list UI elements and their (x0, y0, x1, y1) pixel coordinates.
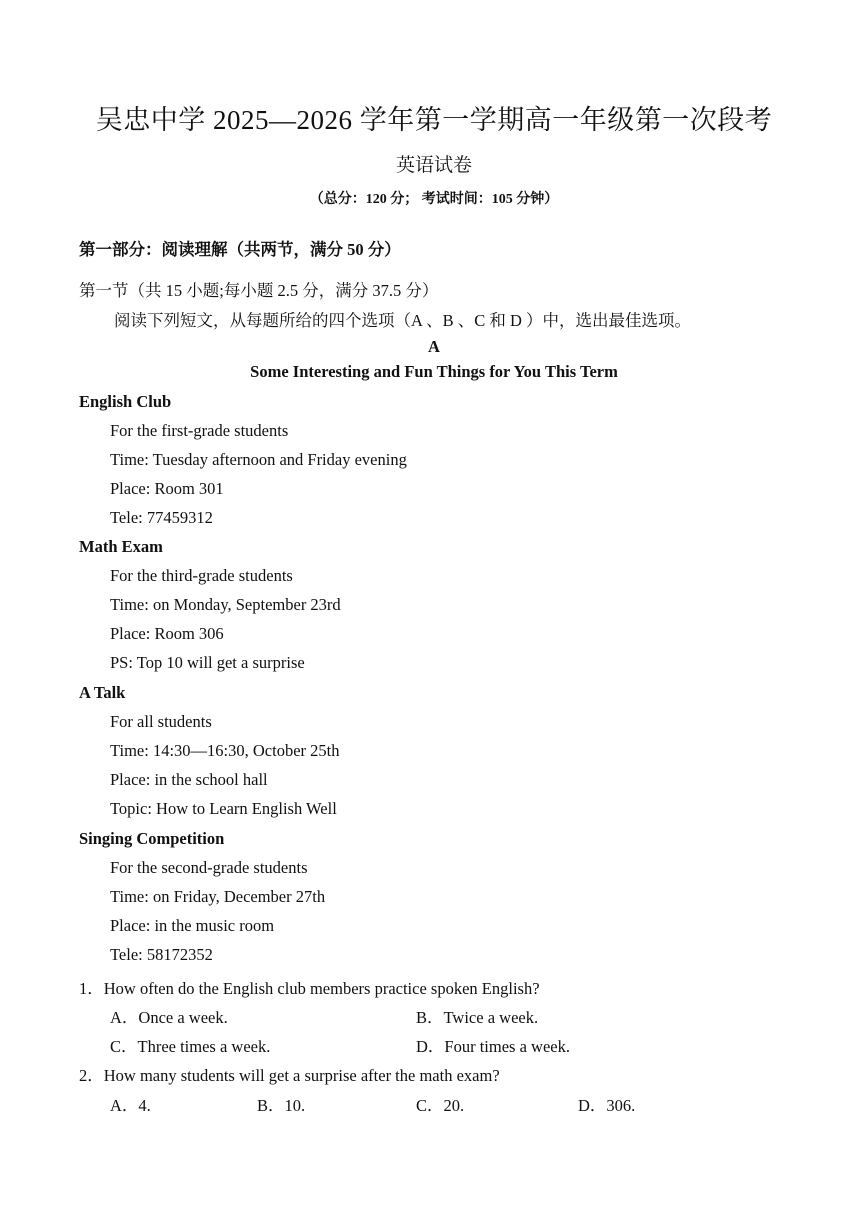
block-line: For the first-grade students (110, 421, 289, 440)
block-line: Tele: 77459312 (110, 508, 213, 527)
option-b: B．Twice a week. (416, 1008, 539, 1027)
option-d: D．306. (578, 1096, 636, 1115)
block-line: Time: 14:30—16:30, October 25th (110, 741, 340, 760)
block-line: Tele: 58172352 (110, 945, 213, 964)
instruction: 阅读下列短文，从每题所给的四个选项（A 、B 、C 和 D ）中，选出最佳选项。 (114, 311, 692, 330)
block-line: Time: Tuesday afternoon and Friday evening (110, 450, 407, 469)
block-line: Place: in the school hall (110, 770, 268, 789)
block-heading: Singing Competition (79, 829, 225, 848)
block-line: For the third-grade students (110, 566, 293, 585)
part-heading: 第一部分：阅读理解（共两节，满分 50 分） (79, 240, 401, 259)
block-heading: English Club (79, 392, 172, 411)
option-b: B．10. (257, 1096, 306, 1115)
section-heading: 第一节（共 15 小题;每小题 2.5 分，满分 37.5 分） (79, 281, 439, 300)
block-line: For all students (110, 712, 212, 731)
exam-title: 吴忠中学 2025—2026 学年第一学期高一年级第一次段考 (95, 105, 773, 135)
passage-letter: A (428, 337, 440, 356)
block-line: Time: on Friday, December 27th (110, 887, 326, 906)
option-c: C．Three times a week. (110, 1037, 271, 1056)
exam-subject: 英语试卷 (395, 155, 472, 176)
block-line: Topic: How to Learn English Well (110, 799, 337, 818)
question-stem: 2．How many students will get a surprise after the math exam? (79, 1066, 500, 1085)
block-heading: A Talk (79, 683, 126, 702)
block-line: Place: Room 306 (110, 624, 224, 643)
passage-title: Some Interesting and Fun Things for You This Term (250, 362, 618, 381)
option-a: A．4. (110, 1096, 151, 1115)
block-line: Place: Room 301 (110, 479, 224, 498)
option-c: C．20. (416, 1096, 465, 1115)
question-stem: 1．How often do the English club members practice spoken English? (79, 979, 540, 998)
exam-meta: （总分：120 分； 考试时间：105 分钟） (309, 192, 559, 207)
block-line: Place: in the music room (110, 916, 275, 935)
option-a: A．Once a week. (110, 1008, 228, 1027)
block-line: For the second-grade students (110, 858, 308, 877)
block-line: Time: on Monday, September 23rd (110, 595, 341, 614)
block-heading: Math Exam (79, 537, 163, 556)
option-d: D．Four times a week. (416, 1037, 570, 1056)
block-line: PS: Top 10 will get a surprise (110, 653, 305, 672)
